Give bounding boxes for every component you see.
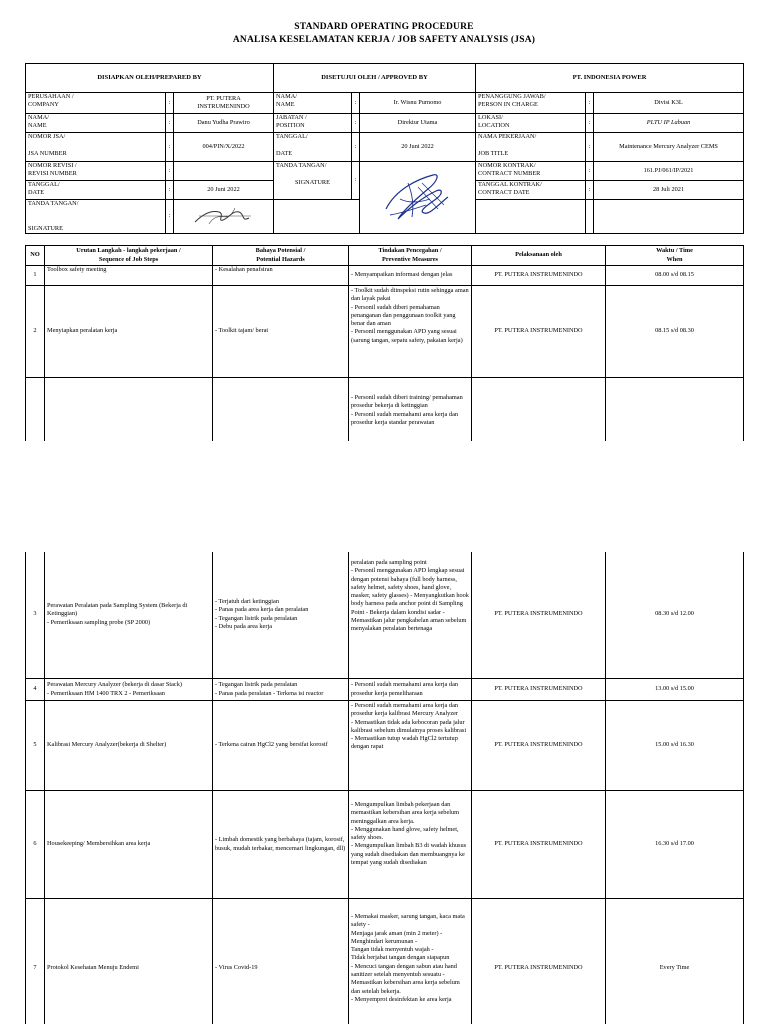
table-row: 6 Housekeeping/ Membersihkan area kerja - Limbah domestik yang berbahaya (tajam, korosif, busuk, mudah terbakar, mencemari lingkungan, dll) - Mengumpulkan limbah pekerjaan dan memastikan kebersihan area kerja sebelum meninggalkan area kerja. - Menggunakan hand glove, safety helmet, safety shoes. - Mengumpulkan limbah B3 di wadah khusus yang sudah disediakan dan membuangnya ke tempat yang sudah disediakan PT. PUTERA INSTRUMENINDO 16.30 s/d 17.00 <box>26 791 744 899</box>
name-value: Danu Yudha Prawiro <box>174 114 274 133</box>
position-label: JABATAN / POSITION <box>274 114 352 133</box>
approved-by-header: DISETUJUI OLEH / APPROVED BY <box>274 64 476 93</box>
steps-table <box>25 245 744 441</box>
table-row: 5 Kalibrasi Mercury Analyzer(bekerja di Shelter) - Terkena cairan HgCl2 yang bersifat korosif - Personil sudah memahami area kerja dan prosedur kerja kalibrasi Mercury Analyzer - Memastikan tidak ada kebocoran pada jalur kalibrasi sebelum dimulainya proses kalibrasi - Memastikan tutup wadah HgCl2 tertutup dengan rapat PT. PUTERA INSTRUMENINDO 15.00 s/d 16.30 <box>26 701 744 791</box>
steps-table-continued <box>25 552 744 1024</box>
page-gap <box>0 441 768 552</box>
position-value: Direktur Utama <box>360 114 476 133</box>
jsa-number-value: 004/PIN/X/2022 <box>174 133 274 162</box>
contract-date-value: 28 Juli 2021 <box>594 181 744 200</box>
col-executor: Pelaksanaan oleh <box>472 246 606 266</box>
jsa-number-label: NOMOR JSA/ JSA NUMBER <box>26 133 166 162</box>
table-row: 2 Menyiapkan peralatan kerja - Toolkit tajam/ berat - Toolkit sudah diinspeksi rutin sehingga aman dan layak pakai - Personil sudah diberi pemahaman penanganan dan penggunaan toolkit yang benar dan aman - Personil menggunakan APD yang sesuai (sarung tangan, sepatu safety, pakaian kerja) PT. PUTERA INSTRUMENINDO 08.15 s/d 08.30 <box>26 286 744 378</box>
company-header: PT. INDONESIA POWER <box>476 64 744 93</box>
job-title-value: Maintenance Mercury Analyzer CEMS <box>594 133 744 162</box>
approver-date-value: 20 Juni 2022 <box>360 133 476 162</box>
approver-name-value: Ir. Wisnu Purnomo <box>360 93 476 114</box>
revision-value <box>174 162 274 181</box>
col-steps: Urutan Langkah - langkah pekerjaan / Sequence of Job Steps <box>45 246 213 266</box>
preparer-signature <box>174 200 274 234</box>
contract-number-label: NOMOR KONTRAK/ CONTRACT NUMBER <box>476 162 586 181</box>
signature-icon <box>378 169 458 227</box>
col-no: NO <box>26 246 45 266</box>
col-preventive: Tindakan Pencegahan / Preventive Measures <box>349 246 472 266</box>
doc-title: STANDARD OPERATING PROCEDURE <box>294 22 474 32</box>
doc-subtitle: ANALISA KESELAMATAN KERJA / JOB SAFETY ANALYSIS (JSA) <box>232 35 536 45</box>
name-label: NAMA/ NAME <box>26 114 166 133</box>
approver-date-label: TANGGAL/ DATE <box>274 133 352 162</box>
approver-signature <box>360 162 476 234</box>
company-label: PERUSAHAAN / COMPANY <box>26 93 166 114</box>
table-row: 7 Protokol Kesehatan Menuju Endemi - Virus Covid-19 - Memakai masker, sarung tangan, kaca mata safety - Menjaga jarak aman (min 2 meter) - Menghindari kerumunan - Tangan tidak menyentuh wajah - Tidak berjabat tangan dengan siapapun - Mencuci tangan dengan sabun atau hand sanitizer setelah menyentuh sesuatu - Memastikan kebersihan area kerja sebelum dan setelah bekerja. - Menyemprot desinfektan ke area kerja PT. PUTERA INSTRUMENINDO Every Time <box>26 899 744 1024</box>
revision-label: NOMOR REVISI / REVISI NUMBER <box>26 162 166 181</box>
date-value: 20 Juni 2022 <box>174 181 274 200</box>
location-label: LOKASI/ LOCATION <box>476 114 586 133</box>
info-table: DISIAPKAN OLEH/PREPARED BY DISETUJUI OLEH / APPROVED BY PT. INDONESIA POWER PERUSAHAAN / COMPANY : PT. PUTERA INSTRUMENINDO NAMA/ NAME : Ir. Wisnu Purnomo PENANGGUNG JAWAB/ PERSON IN CHARGE : Divisi K3L NAMA/ NAME : Danu Yudha Prawiro JABATAN / POSITION : Direktur Utama LOKASI/ LOCATION : PLTU IP Labuan NOMOR JSA/ JSA NUMBER : 004/PIN/X/2022 TANGGAL/ DATE : 20 Juni 2022 NAMA PEKERJAAN/ JOB TITLE : Maintenance Mercury Analyzer CEMS NOMOR REVISI / REVISI NUMBER : TANDA TANGAN/ SIGNATURE : NOMOR KONTRAK/ CONTRACT NUMBER : 161.PJ/061/IP/2021 TANGGAL/ DATE : 20 Juni 2022 TANGGAL KONTRAK/ CONTRACT DATE : 28 Juli 2021 TANDA TANGAN/ SIGNATURE : <box>25 63 744 234</box>
table-row: 3 Perawatan Peralatan pada Sampling System (Bekerja di Ketinggian) - Pemeriksaan sampling probe (SP 2000) - Terjatuh dari ketinggian - Panas pada area kerja dan peralatan - Tegangan listrik pada peralatan - Debu pada area kerja peralatan pada sampling point - Personil menggunakan APD lengkap sesuai dengan potensi bahaya (full body harness, safety helmet, safety shoes, hand glove, masker, safety glasses) - Menyangkutkan hook body harness pada anchor point di Sampling Point - Bekerja dalam kondisi sadar - Memastikan jalur pengkabelan aman sebelum menyalakan peralatan bertenaga PT. PUTERA INSTRUMENINDO 08.30 s/d 12.00 <box>26 552 744 679</box>
table-row: - Personil sudah diberi training/ pemahaman prosedur bekerja di ketinggian - Personil sudah memahami area kerja dan prosedur kerja standar perawatan <box>26 378 744 442</box>
contract-number-value: 161.PJ/061/IP/2021 <box>594 162 744 181</box>
col-hazards: Bahaya Potensial / Potential Hazards <box>213 246 349 266</box>
signature-icon <box>189 204 259 230</box>
date-label: TANGGAL/ DATE <box>26 181 166 200</box>
col-time: Waktu / Time When <box>606 246 744 266</box>
contract-date-label: TANGGAL KONTRAK/ CONTRACT DATE <box>476 181 586 200</box>
document-page-bottom <box>0 552 768 1024</box>
location-value: PLTU IP Labuan <box>594 114 744 133</box>
job-title-label: NAMA PEKERJAAN/ JOB TITLE <box>476 133 586 162</box>
approver-signature-label: TANDA TANGAN/ SIGNATURE <box>274 162 352 200</box>
document-page-top <box>0 0 768 441</box>
approver-name-label: NAMA/ NAME <box>274 93 352 114</box>
table-row: 4 Perawatan Mercury Analyzer (bekerja di dasar Stack) - Pemeriksaan HM 1400 TRX 2 - Pemeriksaan - Tegangan listrik pada peralatan - Panas pada peralatan - Terkena isi reactor - Personil sudah memahami area kerja dan prosedur kerja pemeliharaan PT. PUTERA INSTRUMENINDO 13.00 s/d 15.00 <box>26 679 744 701</box>
table-row: 1 Toolbox safety meeting - Kesalahan penafsiran - Menyampaikan informasi dengan jelas PT. PUTERA INSTRUMENINDO 08.00 s/d 08.15 <box>26 266 744 286</box>
prepared-by-header: DISIAPKAN OLEH/PREPARED BY <box>26 64 274 93</box>
pic-label: PENANGGUNG JAWAB/ PERSON IN CHARGE <box>476 93 586 114</box>
signature-label: TANDA TANGAN/ SIGNATURE <box>26 200 166 234</box>
company-value: PT. PUTERA INSTRUMENINDO <box>174 93 274 114</box>
pic-value: Divisi K3L <box>594 93 744 114</box>
